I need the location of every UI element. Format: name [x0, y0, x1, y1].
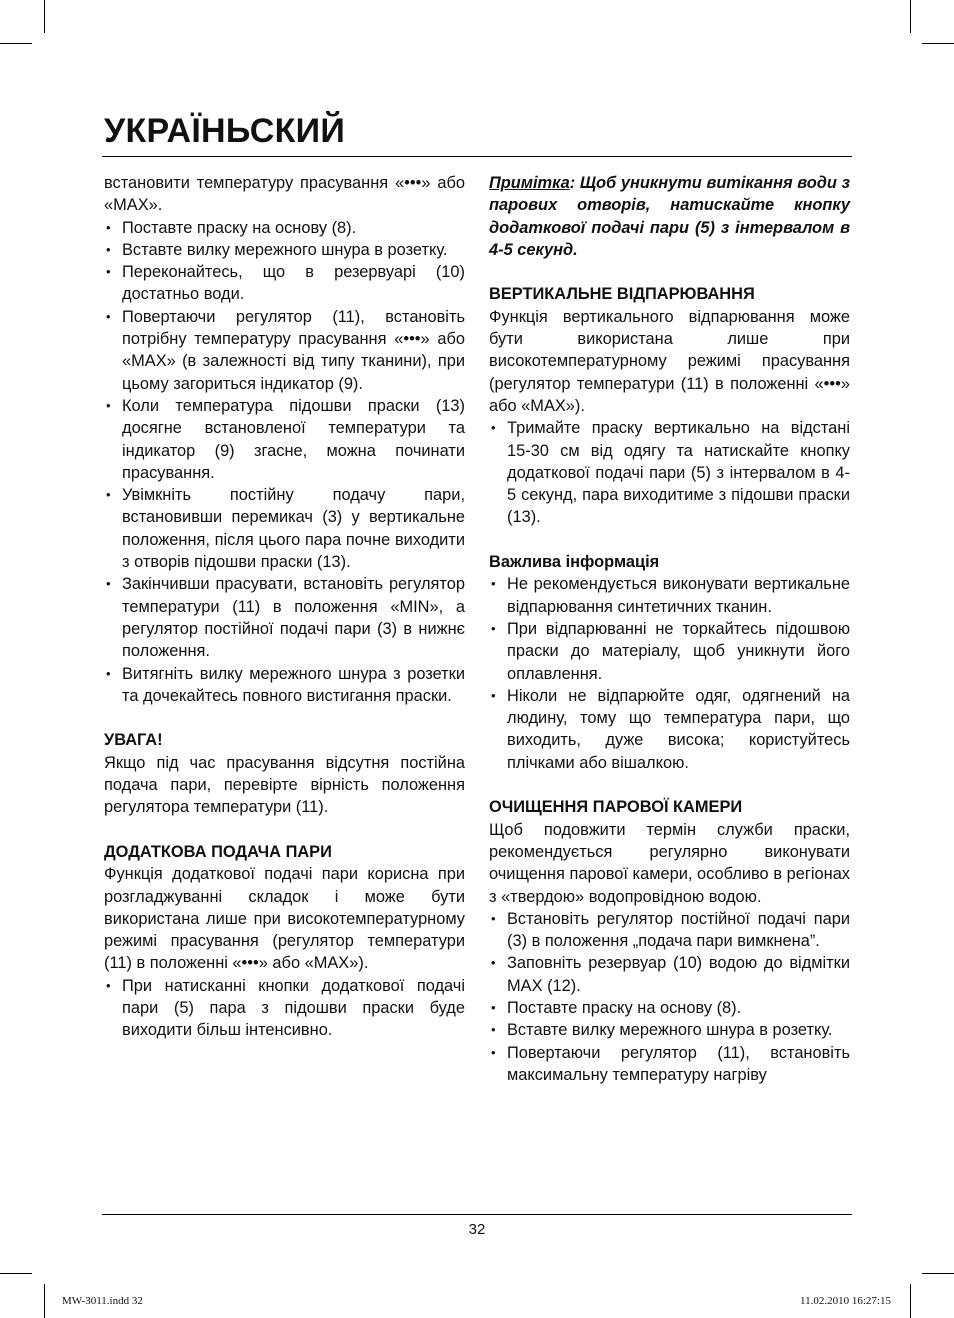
header-rule	[102, 156, 852, 157]
list-item: • Встановіть регулятор постійної подачі пари (3) в положення „подача пари вимкнена”.	[489, 908, 850, 953]
page-number: 32	[468, 1221, 486, 1238]
steam-heading: ДОДАТКОВА ПОДАЧА ПАРИ	[104, 842, 332, 861]
vertical-list	[489, 417, 850, 528]
crop-mark	[910, 0, 911, 33]
spacer	[489, 774, 850, 796]
crop-mark	[44, 0, 45, 33]
list-item: • Переконайтесь, що в резервуарі (10) достатньо води.	[104, 261, 465, 306]
list-item: • Поставте праску на основу (8).	[489, 997, 850, 1019]
page-title: УКРАЇНЬСКИЙ	[104, 112, 346, 150]
list-item: • Увімкніть постійну подачу пари, встановивши перемикач (3) у вертикальне положення, після цього пара почне виходити з отворів підошви праски (13).	[104, 484, 465, 573]
steam-list	[104, 975, 465, 1042]
list-item: • Повертаючи регулятор (11), встановіть максимальну температуру нагріву	[489, 1042, 850, 1087]
list-item: • Тримайте праску вертикально на відстані 15-30 см від одягу та натискайте кнопку додаткової подачі пари (5) з інтервалом в 4-5 секунд, пара виходитиме з підошви праски (13).	[489, 417, 850, 528]
crop-mark	[44, 1284, 45, 1318]
vertical-heading: ВЕРТИКАЛЬНЕ ВІДПАРЮВАННЯ	[489, 285, 755, 304]
intro-text: встановити температуру прасування «•••» або «MAX».	[104, 174, 465, 215]
crop-mark	[910, 1284, 911, 1318]
usage-list	[104, 217, 465, 708]
vertical-text: Функція вертикального відпарювання може бути використана лише при високотемпературному режимі прасування (регулятор температури (11) в положенні «•••» або «MAX»).	[489, 307, 850, 415]
important-heading: Важлива інформація	[489, 553, 660, 572]
footer-file: MW-3011.indd 32	[62, 1295, 143, 1307]
list-item: • Заповніть резервуар (10) водою до відмітки MAX (12).	[489, 952, 850, 997]
left-column	[104, 172, 465, 1042]
note-text: : Щоб уникнути витікання води з парових отворів, натискайте кнопку додаткової подачі пари (5) з інтервалом в 4-5 секунд.	[489, 174, 850, 259]
spacer	[104, 819, 465, 841]
warning-heading: УВАГА!	[104, 731, 163, 750]
list-item: • Вставте вилку мережного шнура в розетку.	[489, 1019, 850, 1041]
right-column	[489, 172, 850, 1086]
crop-mark	[0, 43, 32, 44]
crop-mark	[922, 1273, 954, 1274]
crop-mark	[0, 1273, 32, 1274]
spacer	[104, 707, 465, 729]
spacer	[489, 261, 850, 283]
cleaning-heading: ОЧИЩЕННЯ ПАРОВОЇ КАМЕРИ	[489, 798, 743, 817]
list-item: • Коли температура підошви праски (13) досягне встановленої температури та індикатор (9) згасне, можна починати прасування.	[104, 395, 465, 484]
cleaning-list	[489, 908, 850, 1086]
warning-text: Якщо під час прасування відсутня постійна подача пари, перевірте вірність положення регулятора температури (11).	[104, 753, 465, 817]
list-item: • Витягніть вилку мережного шнура з розетки та дочекайтесь повного вистигання праски.	[104, 663, 465, 708]
footer-datetime: 11.02.2010 16:27:15	[800, 1295, 891, 1307]
list-item: • При відпарюванні не торкайтесь підошвою праски до матеріалу, щоб уникнути його оплавлення.	[489, 618, 850, 685]
list-item: • Закінчивши прасувати, встановіть регулятор температури (11) в положення «MIN», а регулятор постійної подачі пари (3) в нижнє положення.	[104, 573, 465, 662]
list-item: • Ніколи не відпарюйте одяг, одягнений на людину, тому що температура пари, що виходить, дуже висока; користуйтесь плічками або вішалкою.	[489, 685, 850, 774]
list-item: • Повертаючи регулятор (11), встановіть потрібну температуру прасування «•••» або «MAX» (в залежності від типу тканини), при цьому загориться індикатор (9).	[104, 306, 465, 395]
crop-mark	[922, 43, 954, 44]
list-item: • Не рекомендується виконувати вертикальне відпарювання синтетичних тканин.	[489, 573, 850, 618]
cleaning-text: Щоб подовжити термін служби праски, рекомендується регулярно виконувати очищення парової камери, особливо в регіонах з «твердою» водопровідною водою.	[489, 820, 850, 906]
note	[489, 172, 850, 261]
list-item: • Поставте праску на основу (8).	[104, 217, 465, 239]
list-item: • Вставте вилку мережного шнура в розетку.	[104, 239, 465, 261]
spacer	[489, 529, 850, 551]
footer-rule	[102, 1214, 852, 1215]
steam-text: Функція додаткової подачі пари корисна при розгладжуванні складок і може бути використана лише при високотемпературному режимі прасування (регулятор температури (11) в положенні «•••» або «MAX»).	[104, 865, 465, 973]
list-item: • При натисканні кнопки додаткової подачі пари (5) пара з підошви праски буде виходити більш інтенсивно.	[104, 975, 465, 1042]
note-label: Примітка	[489, 174, 570, 192]
important-list	[489, 573, 850, 774]
